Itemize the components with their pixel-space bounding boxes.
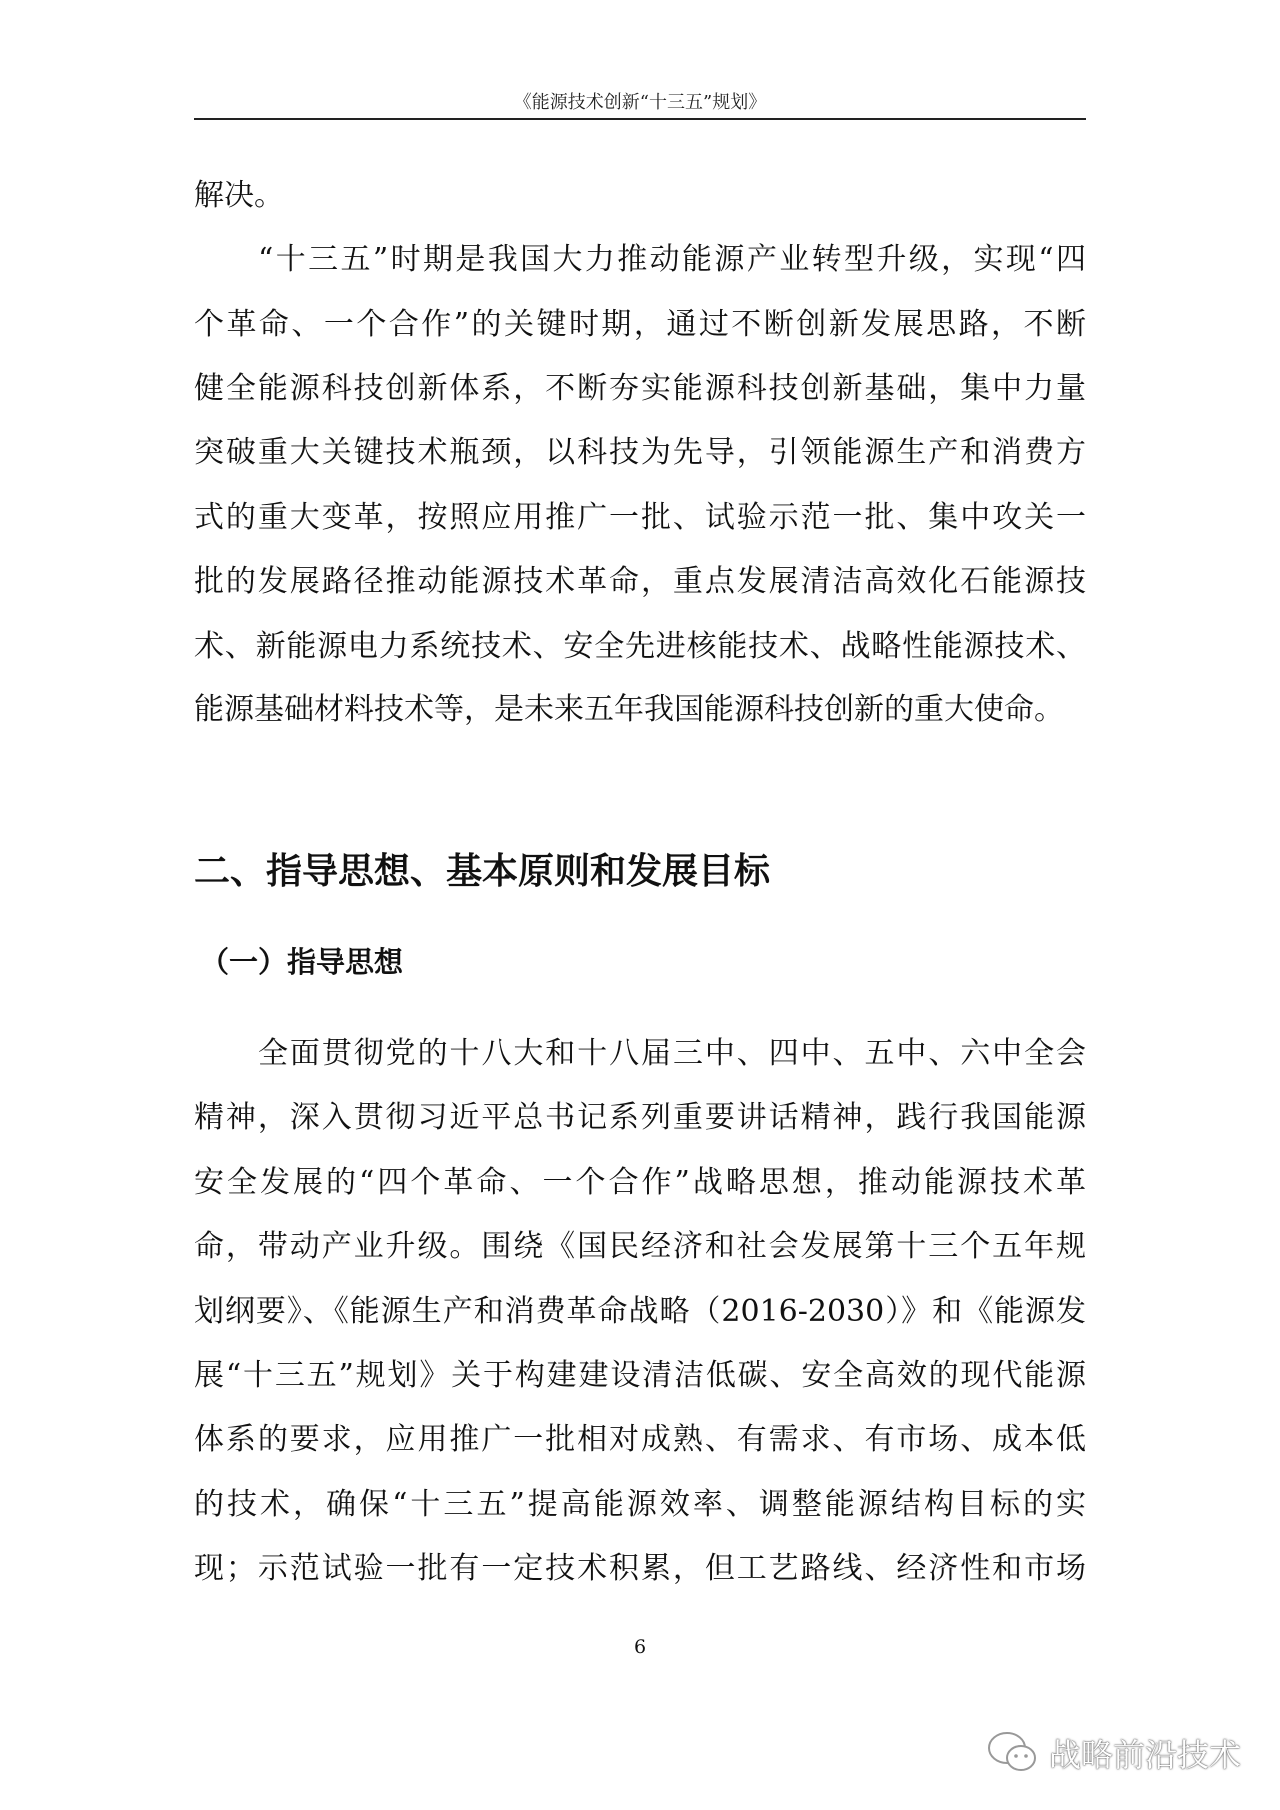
text-line: 精神，深入贯彻习近平总书记系列重要讲话精神，践行我国能源 <box>194 1100 1086 1135</box>
page-number: 6 <box>633 1636 647 1658</box>
text-line: 突破重大关键技术瓶颈，以科技为先导，引领能源生产和消费方 <box>194 435 1086 470</box>
text-line: 全面贯彻党的十八大和十八届三中、四中、五中、六中全会 <box>258 1036 1086 1071</box>
text-line: 命，带动产业升级。围绕《国民经济和社会发展第十三个五年规 <box>194 1229 1086 1264</box>
section-heading: 二、指导思想、基本原则和发展目标 <box>194 851 771 892</box>
wechat-icon <box>985 1728 1041 1778</box>
text-line: 体系的要求，应用推广一批相对成熟、有需求、有市场、成本低 <box>194 1422 1086 1457</box>
text-line: 现；示范试验一批有一定技术积累，但工艺路线、经济性和市场 <box>194 1551 1086 1586</box>
subsection-heading: （一）指导思想 <box>200 945 404 979</box>
text-line: 的技术，确保“十三五”提高能源效率、调整能源结构目标的实 <box>194 1487 1086 1522</box>
text-line: 批的发展路径推动能源技术革命，重点发展清洁高效化石能源技 <box>194 564 1086 599</box>
text-line: 安全发展的“四个革命、一个合作”战略思想，推动能源技术革 <box>194 1165 1086 1200</box>
text-line: 术、新能源电力系统技术、安全先进核能技术、战略性能源技术、 <box>194 629 1086 664</box>
text-line: “十三五”时期是我国大力推动能源产业转型升级，实现“四 <box>258 242 1086 277</box>
text-line: 划纲要》、《能源生产和消费革命战略（2016-2030）》和《能源发 <box>194 1294 1086 1329</box>
text-line: 健全能源科技创新体系，不断夯实能源科技创新基础，集中力量 <box>194 371 1086 406</box>
text-line: 式的重大变革，按照应用推广一批、试验示范一批、集中攻关一 <box>194 500 1086 535</box>
watermark <box>985 1728 1241 1778</box>
text-line: 解决。 <box>194 178 284 213</box>
text-line: 展“十三五”规划》关于构建建设清洁低碳、安全高效的现代能源 <box>194 1358 1086 1393</box>
header-rule <box>194 118 1086 120</box>
text-line: 个革命、一个合作”的关键时期，通过不断创新发展思路，不断 <box>194 307 1086 342</box>
watermark-text: 战略前沿技术 <box>1049 1736 1242 1774</box>
running-header: 《能源技术创新“十三五”规划》 <box>513 92 767 113</box>
text-line: 能源基础材料技术等，是未来五年我国能源科技创新的重大使命。 <box>194 692 1064 727</box>
